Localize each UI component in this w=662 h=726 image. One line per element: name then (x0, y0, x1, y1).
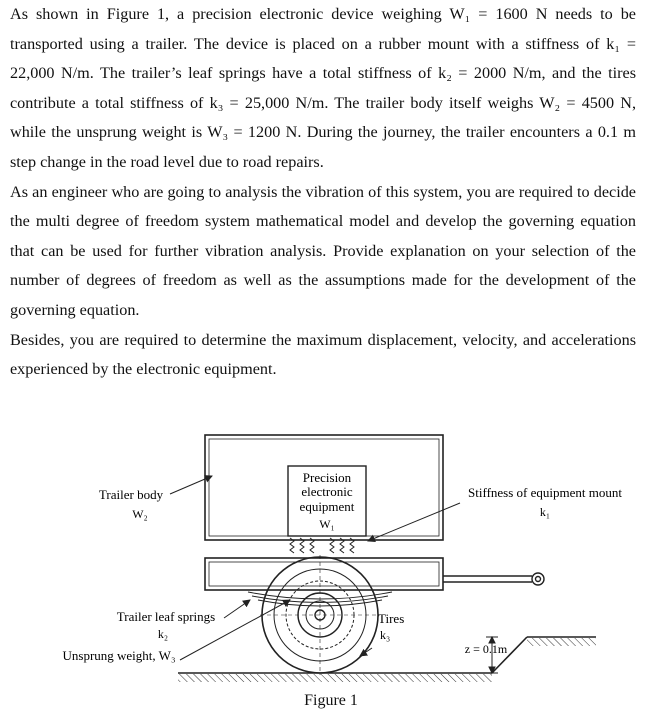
label-step: z = 0.1m (464, 642, 508, 656)
label-equipment-weight: W₁ (319, 517, 335, 531)
paragraph-2: As an engineer who are going to analysis the vibration of this system, you are required to decide the multi degree of freedom system mathematical model and develop the governing equation that can be used for further vibration analysis. Provide explanation on your selection of the number of degrees of freedom as well as the assumptions made for the development of the governing equation. (10, 182, 636, 319)
label-equipment-2: electronic (301, 484, 353, 499)
figure-caption: Figure 1 (304, 692, 358, 709)
label-leaf-k: k₂ (157, 627, 169, 641)
label-equipment-1: Precision (302, 470, 352, 485)
paragraph-1: As shown in Figure 1, a precision electronic device weighing W₁ = 1600 N needs to be transported using a trailer. The device is placed on a rubber mount with a stiffness of k₁ = 22,000 N/m. The trailer’s leaf springs have a total stiffness of k₂ = 2000 N/m, and the tires contribute a total stiffness of k₃ = 25,000 N/m. The trailer body itself weighs W₂ = 4500 N, while the unsprung weight is W₃ = 1200 N. During the journey, the trailer encounters a 0.1 m step change in the road level due to road repairs. (10, 5, 636, 171)
label-tires-k: k₃ (380, 628, 391, 642)
label-trailer-body-weight: W₂ (132, 507, 148, 521)
label-tires: Tires (378, 611, 405, 626)
label-equipment-3: equipment (299, 499, 355, 514)
label-trailer-body: Trailer body (98, 487, 164, 502)
label-leaf-springs: Trailer leaf springs (116, 609, 216, 624)
trailer-chassis (205, 558, 443, 590)
tow-hitch (443, 573, 544, 585)
label-mount: Stiffness of equipment mount (468, 485, 622, 500)
label-mount-k: k₁ (539, 505, 551, 519)
ground (178, 637, 596, 682)
paragraph-3: Besides, you are required to determine the maximum displacement, velocity, and accelerations experienced by the electronic equipment. (10, 330, 636, 379)
label-unsprung: Unsprung weight, W₃ (62, 648, 176, 663)
